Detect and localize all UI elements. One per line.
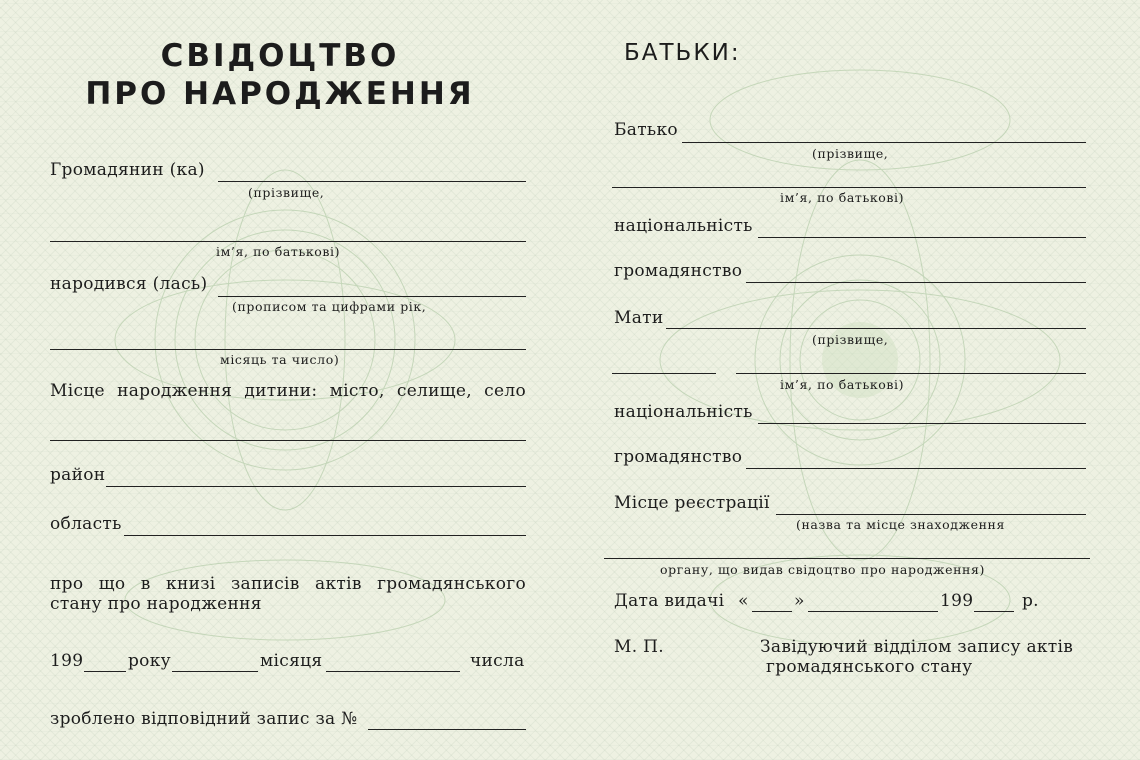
issue-quote-close: » — [794, 591, 805, 611]
mother-name-line-a[interactable] — [612, 373, 716, 374]
born-hint-year: (прописом та цифрами рік, — [232, 299, 427, 314]
born-year-line[interactable] — [218, 296, 526, 297]
born-label: народився (лась) — [50, 274, 208, 294]
father-label: Батько — [614, 120, 678, 140]
father-citizenship-line[interactable] — [746, 282, 1086, 283]
father-hint-name: ім’я, по батькові) — [780, 190, 905, 205]
born-hint-month: місяць та число) — [220, 352, 340, 367]
mother-citizenship-line[interactable] — [746, 468, 1086, 469]
father-hint-surname: (прізвище, — [812, 146, 889, 161]
citizen-hint-surname: (прізвище, — [248, 185, 325, 200]
month-line[interactable] — [172, 671, 258, 672]
district-label: район — [50, 465, 106, 485]
certificate-title-line2: ПРО НАРОДЖЕННЯ — [85, 76, 475, 112]
day-line[interactable] — [326, 671, 460, 672]
mother-nationality-label: національність — [614, 402, 753, 422]
mother-name-line-b[interactable] — [736, 373, 1086, 374]
year-prefix: 199 — [50, 651, 84, 671]
mother-hint-name: ім’я, по батькові) — [780, 377, 905, 392]
issue-year-prefix: 199 — [940, 591, 974, 611]
head-title-line1: Завідуючий відділом запису актів — [760, 637, 1074, 657]
month-label: місяця — [260, 651, 323, 671]
year-label: року — [128, 651, 171, 671]
father-nationality-line[interactable] — [758, 237, 1086, 238]
issue-date-label: Дата видачі — [614, 591, 725, 611]
born-date-line[interactable] — [50, 349, 526, 350]
father-surname-line[interactable] — [682, 142, 1086, 143]
registration-hint-1: (назва та місце знаходження — [796, 517, 1005, 532]
birthplace-label: Місце народження дитини: місто, селище, село — [50, 381, 526, 401]
father-citizenship-label: громадянство — [614, 261, 743, 281]
certificate-title-line1: СВІДОЦТВО — [160, 38, 400, 74]
issue-quote-open: « — [738, 591, 749, 611]
birthplace-line[interactable] — [50, 440, 526, 441]
registration-line[interactable] — [776, 514, 1086, 515]
head-title-line2: громадянського стану — [766, 657, 973, 677]
day-label: числа — [470, 651, 525, 671]
registration-label: Місце реєстрації — [614, 493, 770, 513]
citizen-label: Громадянин (ка) — [50, 160, 205, 180]
father-nationality-label: національність — [614, 216, 753, 236]
issue-month-line[interactable] — [808, 611, 938, 612]
record-text-line2: стану про народження — [50, 594, 262, 614]
issue-year-line[interactable] — [974, 611, 1014, 612]
region-label: область — [50, 514, 122, 534]
year-line[interactable] — [84, 671, 126, 672]
mother-hint-surname: (прізвище, — [812, 332, 889, 347]
record-number-label: зроблено відповідний запис за № — [50, 709, 358, 729]
issue-year-suffix: р. — [1022, 591, 1039, 611]
citizen-surname-line[interactable] — [218, 181, 526, 182]
parents-heading: БАТЬКИ: — [624, 40, 741, 66]
father-name-line[interactable] — [612, 187, 1086, 188]
mother-surname-line[interactable] — [666, 328, 1086, 329]
citizen-hint-name: ім’я, по батькові) — [216, 244, 341, 259]
registration-line-2[interactable] — [604, 558, 1090, 559]
registration-hint-2: органу, що видав свідоцтво про народження) — [660, 562, 985, 577]
mother-citizenship-label: громадянство — [614, 447, 743, 467]
issue-day-line[interactable] — [752, 611, 792, 612]
region-line[interactable] — [124, 535, 526, 536]
district-line[interactable] — [106, 486, 526, 487]
record-text-line1: про що в книзі записів актів громадянського — [50, 574, 526, 594]
stamp-placeholder-label: М. П. — [614, 637, 664, 657]
mother-nationality-line[interactable] — [758, 423, 1086, 424]
citizen-name-line[interactable] — [50, 241, 526, 242]
record-number-line[interactable] — [368, 729, 526, 730]
mother-label: Мати — [614, 308, 664, 328]
